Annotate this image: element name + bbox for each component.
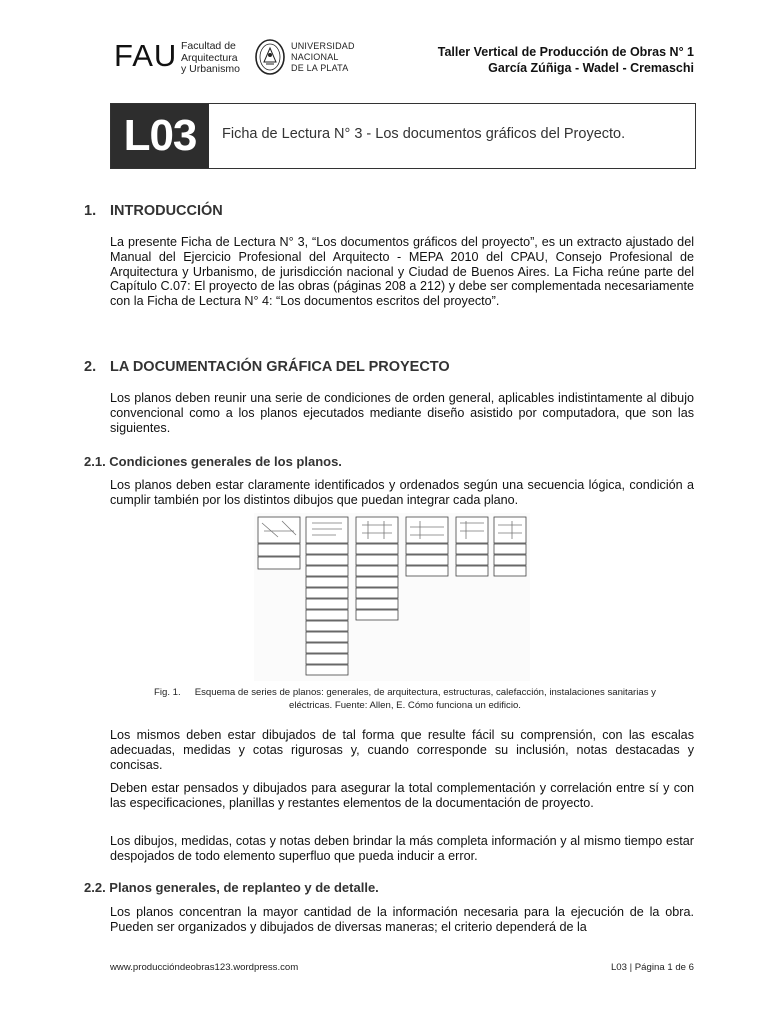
fau-logo-text: FAU <box>114 38 178 73</box>
course-teachers: García Zúñiga - Wadel - Cremaschi <box>488 61 694 75</box>
sheet-stack <box>306 517 348 675</box>
paragraph <box>110 781 694 811</box>
caption-text: eléctricas. Fuente: Allen, E. Cómo funciona un edificio. <box>289 700 521 711</box>
section-number: 2. <box>84 359 97 375</box>
unlp-name-line: UNIVERSIDAD <box>291 41 355 51</box>
section-2-heading <box>84 359 450 375</box>
fau-name-line: Facultad de <box>181 40 236 52</box>
course-title <box>438 44 694 76</box>
title-box <box>110 103 696 169</box>
paragraph <box>110 834 694 864</box>
page-number: L03 | Página 1 de 6 <box>610 962 694 973</box>
paragraph <box>110 478 694 508</box>
sheet-stack <box>258 517 300 569</box>
subsection-2-1-heading: 2.1. Condiciones generales de los planos. <box>84 454 342 469</box>
paragraph-text: Los planos deben reunir una serie de condiciones de orden general, aplicables indistintamente al dibujo convencional como a los planos ejecutados mediante diseño asistido por computadora, que son las siguientes. <box>110 391 694 435</box>
unlp-name-line: NACIONAL <box>291 52 339 62</box>
paragraph <box>110 391 694 435</box>
paragraph <box>110 728 694 772</box>
paragraph-text: Los planos deben estar claramente identificados y ordenados según una secuencia lógica, condición a cumplir también por los distintos dibujos que puedan integrar cada plano. <box>110 478 694 507</box>
sheet-stack <box>494 517 526 576</box>
unlp-name <box>291 41 355 74</box>
section-title: LA DOCUMENTACIÓN GRÁFICA DEL PROYECTO <box>110 359 450 375</box>
document-code: L03 <box>111 104 209 168</box>
paragraph-text: Deben estar pensados y dibujados para asegurar la total complementación y correlación entre sí y con las especificaciones, planillas y restantes elementos de la documentación de proyecto. <box>110 781 694 810</box>
paragraph-text: La presente Ficha de Lectura N° 3, “Los documentos gráficos del proyecto”, es un extracto ajustado del Manual del Ejercicio Profesional del Arquitecto - MEPA 2010 del CPAU, Consejo Profesional de Arquitectura y Urbanismo, de jurisdicción nacional y Ciudad de Buenos Aires. La Ficha reúne parte del Capítulo C.07: El proyecto de las obras (páginas 208 a 212) y debe ser complementada necesariamente con la Ficha de Lectura N° 4: “Los documentos escritos del proyecto”. <box>110 235 694 309</box>
section-1-heading <box>84 203 223 219</box>
sheet-stack <box>356 517 398 620</box>
fau-name-line: y Urbanismo <box>181 63 240 75</box>
paragraph <box>110 905 694 935</box>
footer-url: www.produccióndeobras123.wordpress.com <box>110 962 299 973</box>
fau-name <box>181 41 240 76</box>
paragraph-text: Los dibujos, medidas, cotas y notas deben brindar la más completa información y al mismo tiempo estar despojados de todo elemento superfluo que pueda inducir a error. <box>110 834 694 863</box>
document-title: Ficha de Lectura N° 3 - Los documentos gráficos del Proyecto. <box>222 126 626 142</box>
section-title: INTRODUCCIÓN <box>110 203 223 219</box>
section-number: 1. <box>84 203 97 219</box>
caption-text: Esquema de series de planos: generales, de arquitectura, estructuras, calefacción, instalaciones sanitarias y <box>194 687 656 698</box>
plan-series-figure <box>254 513 530 681</box>
fau-logo <box>114 40 177 71</box>
paragraph <box>110 235 694 309</box>
sheet-stack <box>406 517 448 576</box>
figure-label: Fig. 1. <box>154 687 181 698</box>
fau-name-line: Arquitectura <box>181 51 238 64</box>
course-name: Taller Vertical de Producción de Obras N° 1 <box>437 45 694 59</box>
unlp-seal-icon <box>254 38 286 76</box>
unlp-name-line: DE LA PLATA <box>291 63 349 73</box>
sheet-stack <box>456 517 488 576</box>
subsection-2-2-heading: 2.2. Planos generales, de replanteo y de detalle. <box>84 880 379 895</box>
paragraph-text: Los mismos deben estar dibujados de tal forma que resulte fácil su comprensión, con las escalas adecuadas, medidas y cotas rigurosas y, cuando corresponde su inclusión, notas destacadas y concisas. <box>110 728 694 772</box>
paragraph-text: Los planos concentran la mayor cantidad de la información necesaria para la ejecución de la obra. Pueden ser organizados y dibujados de diversas maneras; el criterio dependerá de la <box>110 905 694 934</box>
figure-caption <box>120 686 690 712</box>
